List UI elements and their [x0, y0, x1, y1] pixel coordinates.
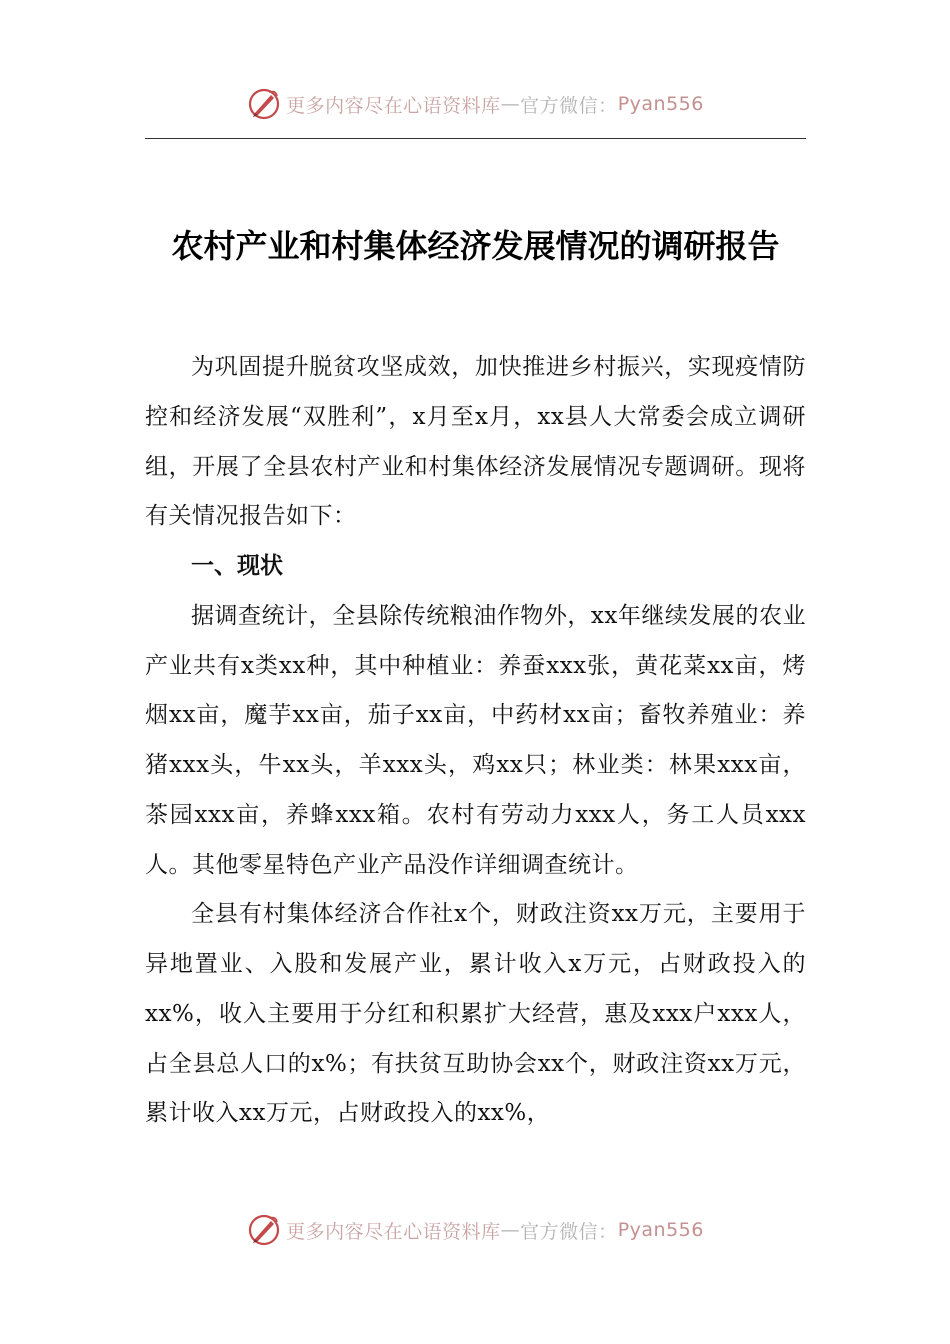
- watermark-top: [0, 84, 950, 124]
- intro-paragraph: 为巩固提升脱贫攻坚成效，加快推进乡村振兴，实现疫情防控和经济发展“双胜利”，x月至x月，xx县人大常委会成立调研组，开展了全县农村产业和村集体经济发展情况专题调研。现将有关情况报告如下：: [145, 354, 806, 530]
- body-paragraph: 全县有村集体经济合作社x个，财政注资xx万元，主要用于异地置业、入股和发展产业，累计收入x万元，占财政投入的xx%，收入主要用于分红和积累扩大经营，惠及xxx户xxx人，占全县总人口的x%；有扶贫互助协会xx个，财政注资xx万元，累计收入xx万元，占财政投入的xx%，: [145, 901, 806, 1127]
- pen-logo-icon: [246, 1212, 282, 1248]
- document-title: 农村产业和村集体经济发展情况的调研报告: [171, 227, 780, 265]
- pen-logo-icon: [246, 86, 282, 122]
- watermark-sub-text: 官方微信：: [520, 94, 618, 117]
- header-divider: [145, 138, 806, 139]
- watermark-dash: —: [500, 1219, 521, 1241]
- watermark-main-text: 更多内容尽在心语资料库: [286, 1220, 501, 1243]
- document-body: [145, 343, 806, 1139]
- watermark-dash: —: [500, 93, 521, 115]
- watermark-main-text: 更多内容尽在心语资料库: [286, 94, 501, 117]
- body-paragraph: 据调查统计，全县除传统粮油作物外，xx年继续发展的农业产业共有x类xx种，其中种植业：养蚕xxx张，黄花菜xx亩，烤烟xx亩，魔芋xx亩，茄子xx亩，中药材xx亩；畜牧养殖业：养猪xxx头，牛xx头，羊xxx头，鸡xx只；林业类：林果xxx亩，茶园xxx亩，养蜂xxx箱。农村有劳动力xxx人，务工人员xxx人。其他零星特色产业产品没作详细调查统计。: [145, 602, 806, 878]
- watermark-id: Pyan556: [617, 93, 704, 115]
- section-heading: 一、现状: [191, 553, 283, 579]
- watermark-id: Pyan556: [617, 1219, 704, 1241]
- watermark-bottom: [0, 1210, 950, 1250]
- watermark-sub-text: 官方微信：: [520, 1220, 618, 1243]
